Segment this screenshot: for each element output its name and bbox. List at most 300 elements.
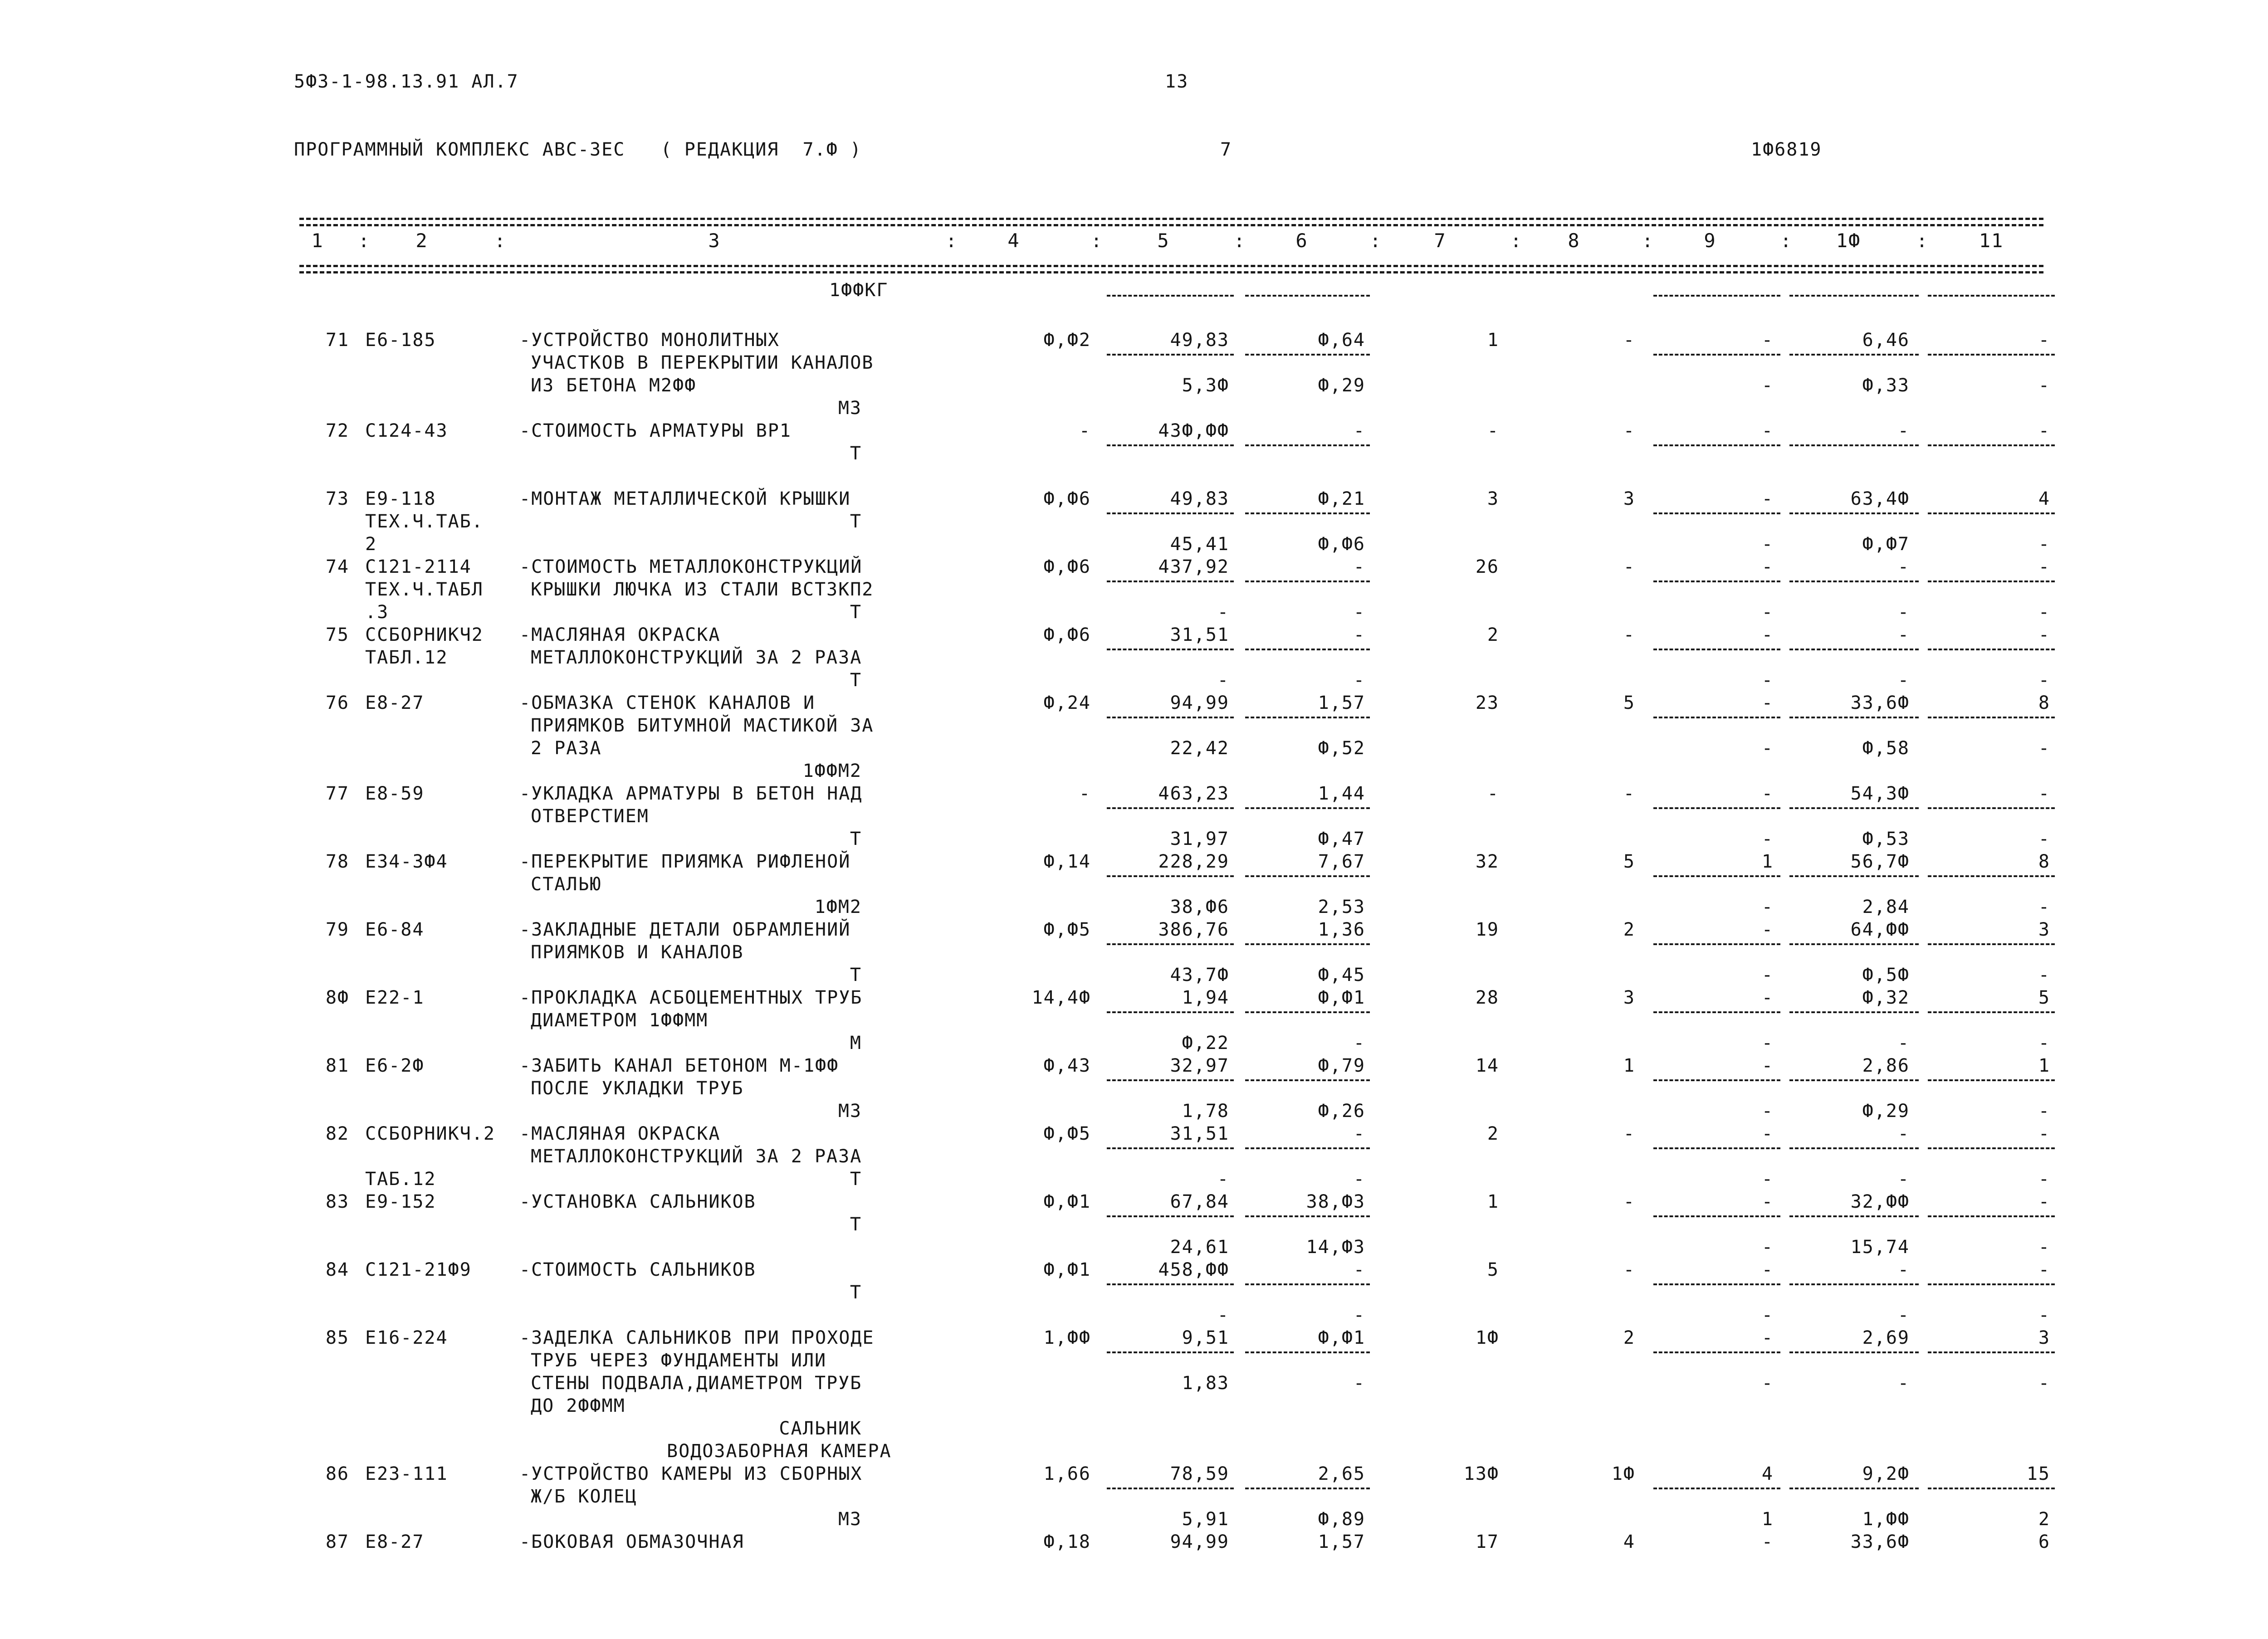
work-description: -МАСЛЯНАЯ ОКРАСКА (519, 624, 721, 645)
column-header-4: 4 (1007, 229, 1020, 252)
total-cost: - (1487, 783, 1499, 804)
machine-total: - (1761, 330, 1774, 351)
unit-cost: 49,83 (1170, 330, 1229, 351)
machine-total: - (1761, 624, 1774, 645)
unit-cost: 32,97 (1170, 1055, 1229, 1076)
fraction-rule (1789, 1488, 1919, 1489)
unit-of-measure: Т (850, 1169, 862, 1190)
page-number: 13 (1165, 71, 1189, 92)
work-description: -ПЕРЕКРЫТИЕ ПРИЯМКА РИФЛЕНОЙ (519, 851, 851, 872)
unit-cost-wages: 5,91 (1182, 1509, 1229, 1530)
unit-of-measure: САЛЬНИК (779, 1418, 862, 1439)
machine-cost: 1,36 (1318, 919, 1365, 940)
machine-wages-total: - (1761, 1101, 1774, 1122)
labor-total-machine: - (2038, 1237, 2050, 1258)
unit-of-measure: Т (850, 602, 862, 623)
header-bottom-rule (299, 265, 2043, 267)
labor-unit: 64,ФФ (1850, 919, 1910, 940)
fraction-rule (1653, 1011, 1780, 1013)
fraction-rule (1928, 649, 2055, 650)
fraction-rule (1653, 295, 1780, 297)
unit-cost: 31,51 (1170, 624, 1229, 645)
labor-total-machine: - (2038, 1305, 2050, 1326)
column-separator: : (1091, 231, 1103, 252)
fraction-rule (1245, 875, 1370, 877)
fraction-rule (1107, 444, 1234, 446)
quantity: Ф,Ф5 (1043, 919, 1091, 940)
wages-total: - (1623, 1123, 1635, 1144)
quantity: Ф,43 (1043, 1055, 1091, 1076)
wages-total: 3 (1623, 987, 1635, 1008)
fraction-rule (1245, 649, 1370, 650)
program-title: ПРОГРАММНЫЙ КОМПЛЕКС АВС-3ЕС ( РЕДАКЦИЯ 7.Ф ) (294, 139, 862, 160)
total-cost: 1 (1487, 1191, 1499, 1212)
wages-total: 2 (1623, 1327, 1635, 1348)
labor-unit-machine: Ф,58 (1862, 738, 1910, 759)
row-number: 85 (325, 1327, 349, 1348)
total-cost: 28 (1475, 987, 1499, 1008)
labor-total: - (2038, 556, 2050, 577)
row-number: 84 (325, 1259, 349, 1280)
quantity: Ф,Ф6 (1043, 556, 1091, 577)
quantity: Ф,Ф6 (1043, 488, 1091, 509)
fraction-rule (1107, 512, 1234, 514)
labor-unit-machine: - (1897, 1305, 1910, 1326)
wages-total: - (1623, 1259, 1635, 1280)
unit-cost-wages: 31,97 (1170, 829, 1229, 849)
fraction-rule (1245, 512, 1370, 514)
wages-total: - (1623, 556, 1635, 577)
wages-total: 3 (1623, 488, 1635, 509)
work-description: -БОКОВАЯ ОБМАЗОЧНАЯ (519, 1532, 744, 1552)
labor-total: 6 (2038, 1532, 2050, 1552)
fraction-rule (1107, 1079, 1234, 1081)
unit-cost-wages: 38,Ф6 (1170, 897, 1229, 917)
fraction-rule (1928, 295, 2055, 297)
norm-code: Е22-1 (365, 987, 425, 1008)
work-description: ПРИЯМКОВ И КАНАЛОВ (531, 942, 744, 963)
fraction-rule (1653, 580, 1780, 582)
row-number: 72 (325, 420, 349, 441)
column-separator: : (494, 231, 507, 252)
machine-cost-wages: 2,53 (1318, 897, 1365, 917)
fraction-rule (1245, 1215, 1370, 1217)
row-number: 74 (325, 556, 349, 577)
unit-cost: 9,51 (1182, 1327, 1229, 1348)
fraction-rule (1789, 1283, 1919, 1285)
wages-total: 1Ф (1611, 1463, 1635, 1484)
unit-cost: 386,76 (1158, 919, 1229, 940)
document-id: 1Ф6819 (1751, 139, 1822, 160)
work-description: -ОБМАЗКА СТЕНОК КАНАЛОВ И (519, 693, 816, 713)
work-description: МЕТАЛЛОКОНСТРУКЦИЙ ЗА 2 РАЗА (531, 1146, 862, 1167)
labor-unit-machine: 1,ФФ (1862, 1509, 1910, 1530)
machine-cost: Ф,Ф1 (1318, 987, 1365, 1008)
fraction-rule (1107, 943, 1234, 945)
row-number: 81 (325, 1055, 349, 1076)
work-description: ДО 2ФФММ (531, 1395, 626, 1416)
fraction-rule (1928, 1488, 2055, 1489)
labor-total-machine: - (2038, 602, 2050, 623)
labor-unit-machine: 2,84 (1862, 897, 1910, 917)
row-number: 77 (325, 783, 349, 804)
fraction-rule (1107, 1215, 1234, 1217)
column-separator: : (1234, 231, 1246, 252)
labor-unit: 63,4Ф (1850, 488, 1910, 509)
labor-total-machine: - (2038, 1169, 2050, 1190)
column-header-1: 1 (311, 229, 324, 252)
wages-total: - (1623, 330, 1635, 351)
machine-total: - (1761, 1191, 1774, 1212)
column-header-9: 9 (1704, 229, 1716, 252)
wages-total: 2 (1623, 919, 1635, 940)
norm-code: Е6-84 (365, 919, 425, 940)
fraction-rule (1789, 1147, 1919, 1149)
labor-unit-machine: - (1897, 1033, 1910, 1054)
fraction-rule (1245, 1351, 1370, 1353)
fraction-rule (1789, 580, 1919, 582)
fraction-rule (1653, 1488, 1780, 1489)
row-number: 75 (325, 624, 349, 645)
labor-unit: 56,7Ф (1850, 851, 1910, 872)
machine-cost: - (1353, 556, 1365, 577)
work-description: -ЗАБИТЬ КАНАЛ БЕТОНОМ М-1ФФ (519, 1055, 839, 1076)
unit-cost: 67,84 (1170, 1191, 1229, 1212)
fraction-rule (1245, 354, 1370, 356)
row-number: 79 (325, 919, 349, 940)
fraction-rule (1107, 1488, 1234, 1489)
norm-code: ССБОРНИКЧ2 (365, 624, 484, 645)
machine-cost-wages: Ф,29 (1318, 375, 1365, 396)
row-number: 86 (325, 1463, 349, 1484)
column-header-6: 6 (1295, 229, 1308, 252)
machine-cost-wages: - (1353, 1373, 1365, 1394)
unit-of-measure: М3 (838, 398, 862, 419)
labor-total: 3 (2038, 919, 2050, 940)
unit-cost-wages: - (1217, 602, 1229, 623)
fraction-rule (1107, 1011, 1234, 1013)
work-description: -УСТРОЙСТВО МОНОЛИТНЫХ (519, 330, 780, 351)
work-description: УЧАСТКОВ В ПЕРЕКРЫТИИ КАНАЛОВ (531, 352, 874, 373)
labor-unit: 9,2Ф (1862, 1463, 1910, 1484)
machine-total: - (1761, 783, 1774, 804)
labor-total: - (2038, 330, 2050, 351)
machine-wages-total: - (1761, 897, 1774, 917)
column-separator: : (1916, 231, 1929, 252)
fraction-rule (1107, 875, 1234, 877)
machine-cost-wages: 14,Ф3 (1306, 1237, 1365, 1258)
unit-cost: 78,59 (1170, 1463, 1229, 1484)
table-top-rule-2 (299, 224, 2043, 226)
labor-unit-machine: - (1897, 1169, 1910, 1190)
total-cost: 2 (1487, 624, 1499, 645)
work-description: КРЫШКИ ЛЮЧКА ИЗ СТАЛИ ВСТ3КП2 (531, 579, 874, 600)
fraction-rule (1653, 1147, 1780, 1149)
machine-cost: - (1353, 624, 1365, 645)
total-cost: 17 (1475, 1532, 1499, 1552)
norm-code: ТЕХ.Ч.ТАБЛ (365, 579, 484, 600)
fraction-rule (1789, 512, 1919, 514)
column-separator: : (946, 231, 958, 252)
work-description: Ж/Б КОЛЕЦ (531, 1486, 637, 1507)
fraction-rule (1789, 354, 1919, 356)
unit-cost: 94,99 (1170, 1532, 1229, 1552)
fraction-rule (1107, 717, 1234, 718)
fraction-rule (1245, 807, 1370, 809)
unit-of-measure: 1ФФМ2 (802, 761, 862, 781)
machine-cost-wages: Ф,26 (1318, 1101, 1365, 1122)
work-description: ОТВЕРСТИЕМ (531, 806, 649, 827)
row-number: 83 (325, 1191, 349, 1212)
fraction-rule (1245, 1488, 1370, 1489)
table-top-rule (299, 218, 2043, 220)
total-cost: - (1487, 420, 1499, 441)
fraction-rule (1789, 1079, 1919, 1081)
unit-cost-wages: 5,3Ф (1182, 375, 1229, 396)
machine-total: - (1761, 556, 1774, 577)
labor-unit: 2,69 (1862, 1327, 1910, 1348)
machine-total: - (1761, 1123, 1774, 1144)
labor-total-machine: 2 (2038, 1509, 2050, 1530)
unit-of-measure: Т (850, 829, 862, 849)
total-cost: 2 (1487, 1123, 1499, 1144)
total-cost: 1Ф (1475, 1327, 1499, 1348)
fraction-rule (1789, 1011, 1919, 1013)
machine-total: - (1761, 919, 1774, 940)
fraction-rule (1107, 1283, 1234, 1285)
fraction-rule (1928, 580, 2055, 582)
quantity: Ф,Ф1 (1043, 1191, 1091, 1212)
unit-of-measure: Т (850, 443, 862, 464)
machine-wages-total: - (1761, 829, 1774, 849)
labor-unit-machine: - (1897, 1373, 1910, 1394)
norm-code: С121-2114 (365, 556, 472, 577)
labor-unit: 6,46 (1862, 330, 1910, 351)
work-description: СТАЛЬЮ (531, 874, 602, 895)
machine-wages-total: - (1761, 1033, 1774, 1054)
machine-total: 1 (1761, 851, 1774, 872)
work-description: СТЕНЫ ПОДВАЛА,ДИАМЕТРОМ ТРУБ (531, 1373, 862, 1394)
labor-unit: - (1897, 1123, 1910, 1144)
labor-total: 15 (2026, 1463, 2050, 1484)
quantity: Ф,Ф1 (1043, 1259, 1091, 1280)
fraction-rule (1928, 1079, 2055, 1081)
norm-code: Е8-27 (365, 1532, 425, 1552)
work-description: -СТОИМОСТЬ АРМАТУРЫ ВР1 (519, 420, 792, 441)
row-number: 73 (325, 488, 349, 509)
fraction-rule (1653, 354, 1780, 356)
work-description: 2 РАЗА (531, 738, 602, 759)
row-number: 78 (325, 851, 349, 872)
machine-cost-wages: Ф,Ф6 (1318, 534, 1365, 555)
fraction-rule (1789, 717, 1919, 718)
column-header-3: 3 (708, 229, 721, 252)
column-separator: : (1780, 231, 1793, 252)
column-header-7: 7 (1434, 229, 1447, 252)
machine-cost-wages: - (1353, 670, 1365, 691)
labor-total-machine: - (2038, 897, 2050, 917)
fraction-rule (1928, 1215, 2055, 1217)
machine-cost: 2,65 (1318, 1463, 1365, 1484)
labor-total-machine: - (2038, 829, 2050, 849)
unit-cost-wages: - (1217, 670, 1229, 691)
labor-total-machine: - (2038, 534, 2050, 555)
labor-unit-machine: - (1897, 670, 1910, 691)
machine-cost: - (1353, 1259, 1365, 1280)
machine-cost-wages: - (1353, 602, 1365, 623)
fraction-rule (1928, 1011, 2055, 1013)
fraction-rule (1653, 717, 1780, 718)
unit-cost: 94,99 (1170, 693, 1229, 713)
fraction-rule (1789, 295, 1919, 297)
work-description: МЕТАЛЛОКОНСТРУКЦИЙ ЗА 2 РАЗА (531, 647, 862, 668)
quantity: Ф,Ф2 (1043, 330, 1091, 351)
quantity: Ф,Ф6 (1043, 624, 1091, 645)
unit-cost-wages: Ф,22 (1182, 1033, 1229, 1054)
work-description: ПРИЯМКОВ БИТУМНОЙ МАСТИКОЙ ЗА (531, 715, 874, 736)
machine-cost: 1,57 (1318, 693, 1365, 713)
machine-wages-total: - (1761, 375, 1774, 396)
labor-total: - (2038, 1191, 2050, 1212)
unit-cost-wages: 43,7Ф (1170, 965, 1229, 985)
unit-cost: 31,51 (1170, 1123, 1229, 1144)
wages-total: - (1623, 1191, 1635, 1212)
machine-wages-total: - (1761, 534, 1774, 555)
fraction-rule (1928, 807, 2055, 809)
unit-cost: 228,29 (1158, 851, 1229, 872)
column-separator: : (1510, 231, 1523, 252)
wages-total: - (1623, 624, 1635, 645)
labor-total-machine: - (2038, 1033, 2050, 1054)
total-cost: 32 (1475, 851, 1499, 872)
labor-unit-machine: 15,74 (1850, 1237, 1910, 1258)
section-heading: ВОДОЗАБОРНАЯ КАМЕРА (667, 1441, 892, 1462)
machine-cost-wages: Ф,89 (1318, 1509, 1365, 1530)
machine-cost-wages: - (1353, 1169, 1365, 1190)
machine-wages-total: - (1761, 602, 1774, 623)
norm-code: .3 (365, 602, 389, 623)
sheet-number: 7 (1220, 139, 1232, 160)
wages-total: 4 (1623, 1532, 1635, 1552)
fraction-rule (1107, 1351, 1234, 1353)
fraction-rule (1653, 1079, 1780, 1081)
unit-of-measure: М3 (838, 1101, 862, 1122)
unit-cost-wages: 22,42 (1170, 738, 1229, 759)
machine-cost: 1,57 (1318, 1532, 1365, 1552)
fraction-rule (1789, 649, 1919, 650)
labor-unit-machine: Ф,33 (1862, 375, 1910, 396)
row-number: 76 (325, 693, 349, 713)
row-number: 82 (325, 1123, 349, 1144)
wages-total: - (1623, 783, 1635, 804)
column-separator: : (358, 231, 371, 252)
fraction-rule (1245, 295, 1370, 297)
fraction-rule (1928, 354, 2055, 356)
quantity: - (1079, 420, 1091, 441)
column-header-11: 11 (1979, 229, 2004, 252)
machine-cost: - (1353, 420, 1365, 441)
total-cost: 1 (1487, 330, 1499, 351)
labor-unit: Ф,32 (1862, 987, 1910, 1008)
machine-cost: 7,67 (1318, 851, 1365, 872)
unit-of-measure: Т (850, 1282, 862, 1303)
work-description: ТРУБ ЧЕРЕЗ ФУНДАМЕНТЫ ИЛИ (531, 1350, 827, 1371)
machine-cost: - (1353, 1123, 1365, 1144)
machine-wages-total: - (1761, 1373, 1774, 1394)
unit-of-measure: Т (850, 670, 862, 691)
norm-code: 2 (365, 534, 377, 555)
machine-total: - (1761, 1532, 1774, 1552)
fraction-rule (1653, 807, 1780, 809)
norm-code: ТАБ.12 (365, 1169, 436, 1190)
fraction-rule (1245, 1283, 1370, 1285)
work-description: -МОНТАЖ МЕТАЛЛИЧЕСКОЙ КРЫШКИ (519, 488, 851, 509)
unit-cost-wages: 1,83 (1182, 1373, 1229, 1394)
fraction-rule (1928, 444, 2055, 446)
machine-cost-wages: Ф,52 (1318, 738, 1365, 759)
total-cost: 3 (1487, 488, 1499, 509)
machine-cost: 38,Ф3 (1306, 1191, 1365, 1212)
fraction-rule (1653, 1283, 1780, 1285)
fraction-rule (1928, 1283, 2055, 1285)
labor-unit: 33,6Ф (1850, 1532, 1910, 1552)
unit-cost: 458,ФФ (1158, 1259, 1229, 1280)
wages-total: - (1623, 420, 1635, 441)
fraction-rule (1928, 1351, 2055, 1353)
unit-of-measure: М3 (838, 1509, 862, 1530)
work-description: -СТОИМОСТЬ САЛЬНИКОВ (519, 1259, 756, 1280)
norm-code: Е6-185 (365, 330, 436, 351)
labor-total: 8 (2038, 693, 2050, 713)
labor-unit-machine: Ф,Ф7 (1862, 534, 1910, 555)
fraction-rule (1245, 1011, 1370, 1013)
norm-code: Е34-3Ф4 (365, 851, 448, 872)
fraction-rule (1928, 943, 2055, 945)
machine-cost: Ф,Ф1 (1318, 1327, 1365, 1348)
quantity: 1,ФФ (1043, 1327, 1091, 1348)
fraction-rule (1653, 649, 1780, 650)
column-header-5: 5 (1157, 229, 1170, 252)
labor-total: 8 (2038, 851, 2050, 872)
labor-total-machine: - (2038, 375, 2050, 396)
labor-total: - (2038, 420, 2050, 441)
unit-of-measure: Т (850, 965, 862, 985)
norm-code: Е23-111 (365, 1463, 448, 1484)
fraction-rule (1107, 649, 1234, 650)
machine-cost-wages: Ф,47 (1318, 829, 1365, 849)
machine-wages-total: - (1761, 1305, 1774, 1326)
labor-total: - (2038, 1123, 2050, 1144)
column-separator: : (1642, 231, 1654, 252)
column-header-8: 8 (1568, 229, 1580, 252)
total-cost: 5 (1487, 1259, 1499, 1280)
work-description: -СТОИМОСТЬ МЕТАЛЛОКОНСТРУКЦИЙ (519, 556, 863, 577)
machine-cost: Ф,79 (1318, 1055, 1365, 1076)
wages-total: 5 (1623, 693, 1635, 713)
quantity: 14,4Ф (1031, 987, 1091, 1008)
machine-cost-wages: Ф,45 (1318, 965, 1365, 985)
labor-unit: - (1897, 420, 1910, 441)
work-description: ПОСЛЕ УКЛАДКИ ТРУБ (531, 1078, 744, 1099)
labor-unit-machine: Ф,29 (1862, 1101, 1910, 1122)
fraction-rule (1789, 1351, 1919, 1353)
norm-code: Е8-59 (365, 783, 425, 804)
labor-unit-machine: - (1897, 602, 1910, 623)
machine-wages-total: - (1761, 670, 1774, 691)
norm-code: Е16-224 (365, 1327, 448, 1348)
fraction-rule (1789, 807, 1919, 809)
machine-cost: Ф,21 (1318, 488, 1365, 509)
